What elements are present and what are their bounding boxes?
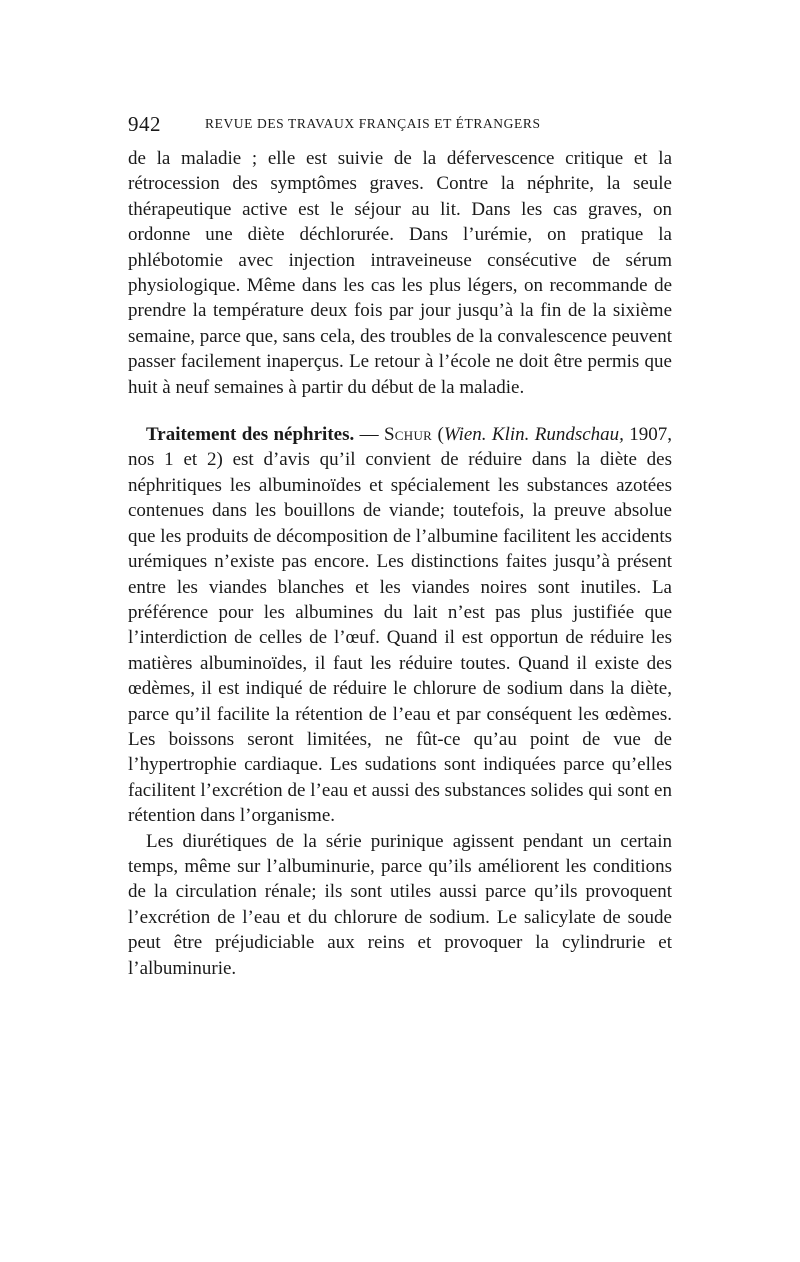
heading-dash: — [354,424,384,446]
running-title: REVUE DES TRAVAUX FRANÇAIS ET ÉTRANGERS [205,116,541,131]
section-gap [128,400,672,422]
source-open: ( [432,424,444,446]
paragraph-nephrites [128,422,672,829]
source-details: 1907, nos 1 et 2) [128,424,673,471]
page-number: 942 [128,112,161,136]
section-heading: Traitement des néphrites. [146,424,355,446]
author-name: Schur [383,424,433,446]
paragraph-continuation: de la maladie ; elle est suivie de la défervescence critique et la rétrocession des symptômes graves. Contre la néphrite, la seule thérapeutique active est le séjour au lit. Dans les cas graves, on ordonne une diète déchlorurée. Dans l’urémie, on pratique la phlébotomie avec injection intraveineuse consécutive de sérum physiologique. Même dans les cas les plus légers, on recommande de prendre la température deux fois par jour jusqu’à la fin de la sixième semaine, parce que, sans cela, des troubles de la convalescence peuvent passer facilement inaperçus. Le retour à l’école ne doit être permis que huit à neuf semaines à partir du début de la maladie. [128,148,672,398]
paragraph-diuretics: Les diurétiques de la série purinique agissent pendant un certain temps, même sur l’albuminurie, parce qu’ils améliorent les conditions de la circulation rénale; ils sont utiles aussi parce qu’ils provoquent l’excrétion de l’eau et du chlorure de sodium. Le salicylate de soude peut être préjudiciable aux reins et provoquer la cylindrurie et l’albuminurie. [128,830,672,979]
running-head [128,112,672,142]
paragraph-body: est d’avis qu’il convient de réduire dans la diète des néphritiques les albuminoïdes et spécialement les substances azotées contenues dans les bouillons de viande; toutefois, la preuve absolue que les produits de décomposition de l’albumine facilitent les accidents urémiques n’existe pas encore. Les distinctions faites jusqu’à présent entre les viandes blanches et les viandes noires sont inutiles. La préférence pour les albumines du lait n’est pas plus justifiée que l’interdiction de celles de l’œuf. Quand il est opportun de réduire les matières albuminoïdes, il faut les réduire toutes. Quand il existe des œdèmes, il est indiqué de réduire le chlorure de sodium dans la diète, parce qu’il facilite la rétention de l’eau et par conséquent les œdèmes. Les boissons seront limitées, ne fût-ce qu’au point de vue de l’hypertrophie cardiaque. Les sudations sont indiquées parce qu’elles facilitent l’excrétion de l’eau et aussi des substances solides qui sont en rétention dans l’organisme. [128,449,673,827]
page [128,112,672,981]
source-journal: Wien. Klin. Rundschau, [443,424,624,446]
